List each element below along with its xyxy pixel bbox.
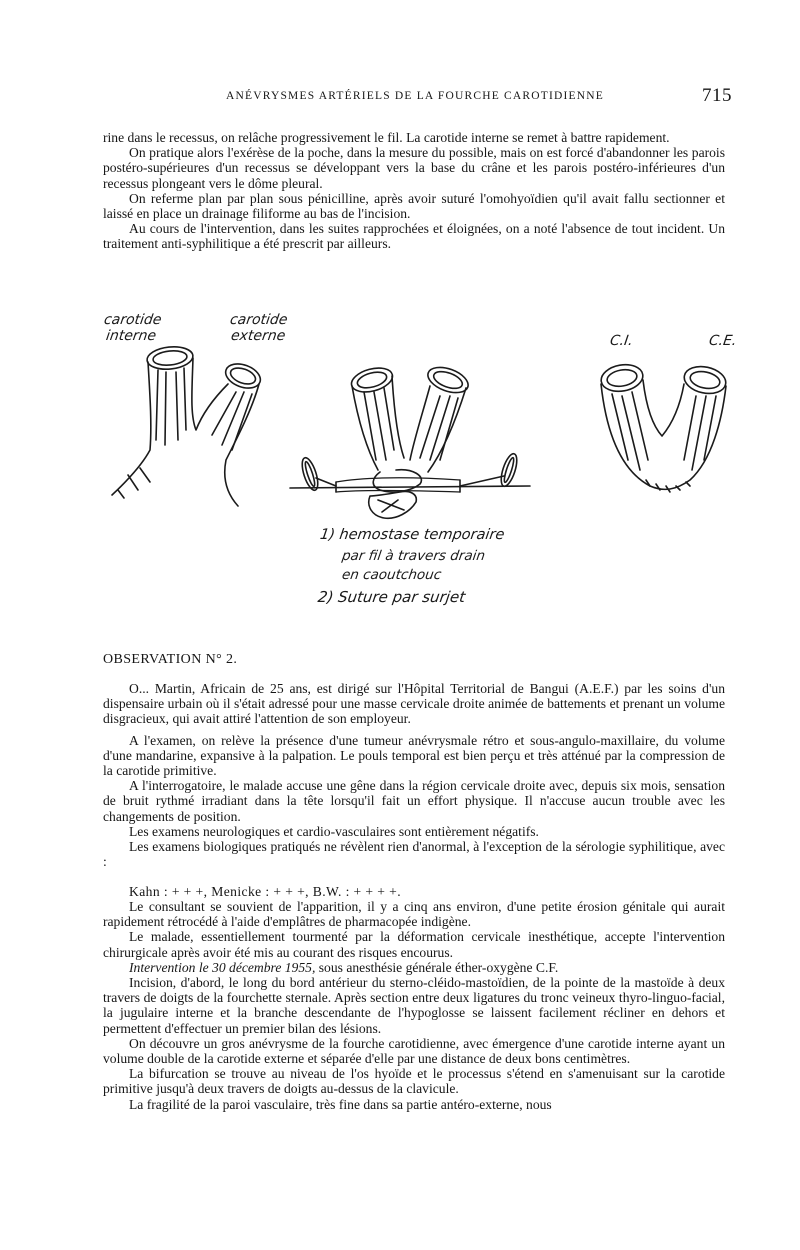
label-carotide-externe-line2: externe [229,328,287,344]
paragraph: La fragilité de la paroi vasculaire, très fine dans sa partie antéro-externe, nous [129,1096,552,1112]
intervention-anesthesia: sous anesthésie générale éther-oxygène C.F. [315,959,559,975]
paragraph: La bifurcation se trouve au niveau de l'os hyoïde et le processus s'étend en s'amenuisant sur la carotide primitive jusqu'à deux travers de doigts au-dessus de la clavicule. [103,1066,725,1097]
paragraph: On referme plan par plan sous pénicilline, après avoir suturé l'omohyoïdien qu'il avait fallu sectionner et laissé en place un drainage filiforme au bas de l'incision. [103,190,725,222]
paragraph: Incision, d'abord, le long du bord antérieur du sterno-cléido-mastoïdien, de la pointe de la mastoïde à deux travers de doigts de la fourchette sternale. Après section entre deux ligatures du tronc veineux thyro-linguo-facial, la jugulaire interne et la branche descendante de l'hypoglosse se laissent facilement récliner en dehors et permettent d'effectuer un premier bilan des lésions. [103,975,725,1036]
page-number: 715 [702,85,732,106]
paragraph: Le malade, essentiellement tourmenté par la déformation cervicale inesthétique, accepte l'intervention chirurgicale après avoir été mis au courant des risques encourus. [103,929,725,960]
label-ce: C.E. [707,333,738,349]
sketch-aneurysm-bifurcation [112,345,264,506]
label-carotide-interne-line2: interne [104,328,158,344]
caption-line-3: en caoutchouc [340,567,443,583]
intervention-date: Intervention le 30 décembre 1955, [129,959,316,975]
observation-text-block-1 [103,681,725,869]
paragraph: A l'interrogatoire, le malade accuse une gêne dans la région cervicale droite avec, depuis six mois, sensation de bruit rythmé irradiant dans la tête lorsqu'il fait un effort physique. Il n'accuse aucun trouble avec les changements de position. [103,778,725,824]
observation-text-block-2 [103,899,725,1112]
label-ci: C.I. [608,333,634,349]
paragraph: On découvre un gros anévrysme de la fourche carotidienne, avec émergence d'une carotide interne ayant un volume double de la carotide externe et séparée d'elle par une distance de deux bons centimètres. [103,1035,725,1067]
label-carotide-externe-line1: carotide [228,312,289,328]
label-carotide-interne-line1: carotide [102,312,163,328]
paragraph: Au cours de l'intervention, dans les suites rapprochées et éloignées, on a noté l'absence de tout incident. Un traitement anti-syphilitique a été prescrit par ailleurs. [103,221,725,252]
caption-line-2: par fil à travers drain [340,548,487,564]
caption-line-4: 2) Suture par surjet [316,588,467,606]
paragraph: O... Martin, Africain de 25 ans, est dirigé sur l'Hôpital Territorial de Bangui (A.E.F.) par les soins d'un dispensaire urbain où il s'était adressé pour une masse cervicale droite animée de battements et prenant un volume disgracieux, qui avait attiré l'attention de son employeur. [103,681,725,727]
paragraph: rine dans le recessus, on relâche progressivement le fil. La carotide interne se remet à battre rapidement. [103,130,670,145]
paragraph-intervention [103,960,725,975]
top-text-block [103,130,725,252]
sketch-temporary-hemostasis [290,362,530,518]
paragraph: A l'examen, on relève la présence d'une tumeur anévrysmale rétro et sous-angulo-maxillaire, du volume d'une mandarine, expansive à la palpation. Le pouls temporal est bien perçu et très atténué par la compression de la carotide primitive. [103,732,725,779]
sketch-suture-result [599,362,728,492]
paragraph: On pratique alors l'exérèse de la poche, dans la mesure du possible, mais on est forcé d'abandonner les parois postéro-supérieures d'un recessus se développant vers la base du crâne et les parois postéro-inférieures d'un recessus plongeant vers le dôme pleural. [103,145,725,191]
paragraph: Les examens neurologiques et cardio-vasculaires sont entièrement négatifs. [129,823,539,839]
serology-results: Kahn : + + +, Menicke : + + +, B.W. : + + + +. [129,884,402,899]
observation-heading: OBSERVATION N° 2. [103,652,238,667]
running-title: ANÉVRYSMES ARTÉRIELS DE LA FOURCHE CAROTIDIENNE [225,90,605,102]
paragraph: Les examens biologiques pratiqués ne révèlent rien d'anormal, à l'exception de la sérologie syphilitique, avec : [103,839,725,870]
paragraph: Le consultant se souvient de l'apparition, il y a cinq ans environ, d'une petite érosion génitale qui aurait rapidement rétrocédé à l'aide d'emplâtres de pharmacopée indigène. [103,899,725,930]
caption-line-1: 1) hemostase temporaire [318,527,506,543]
